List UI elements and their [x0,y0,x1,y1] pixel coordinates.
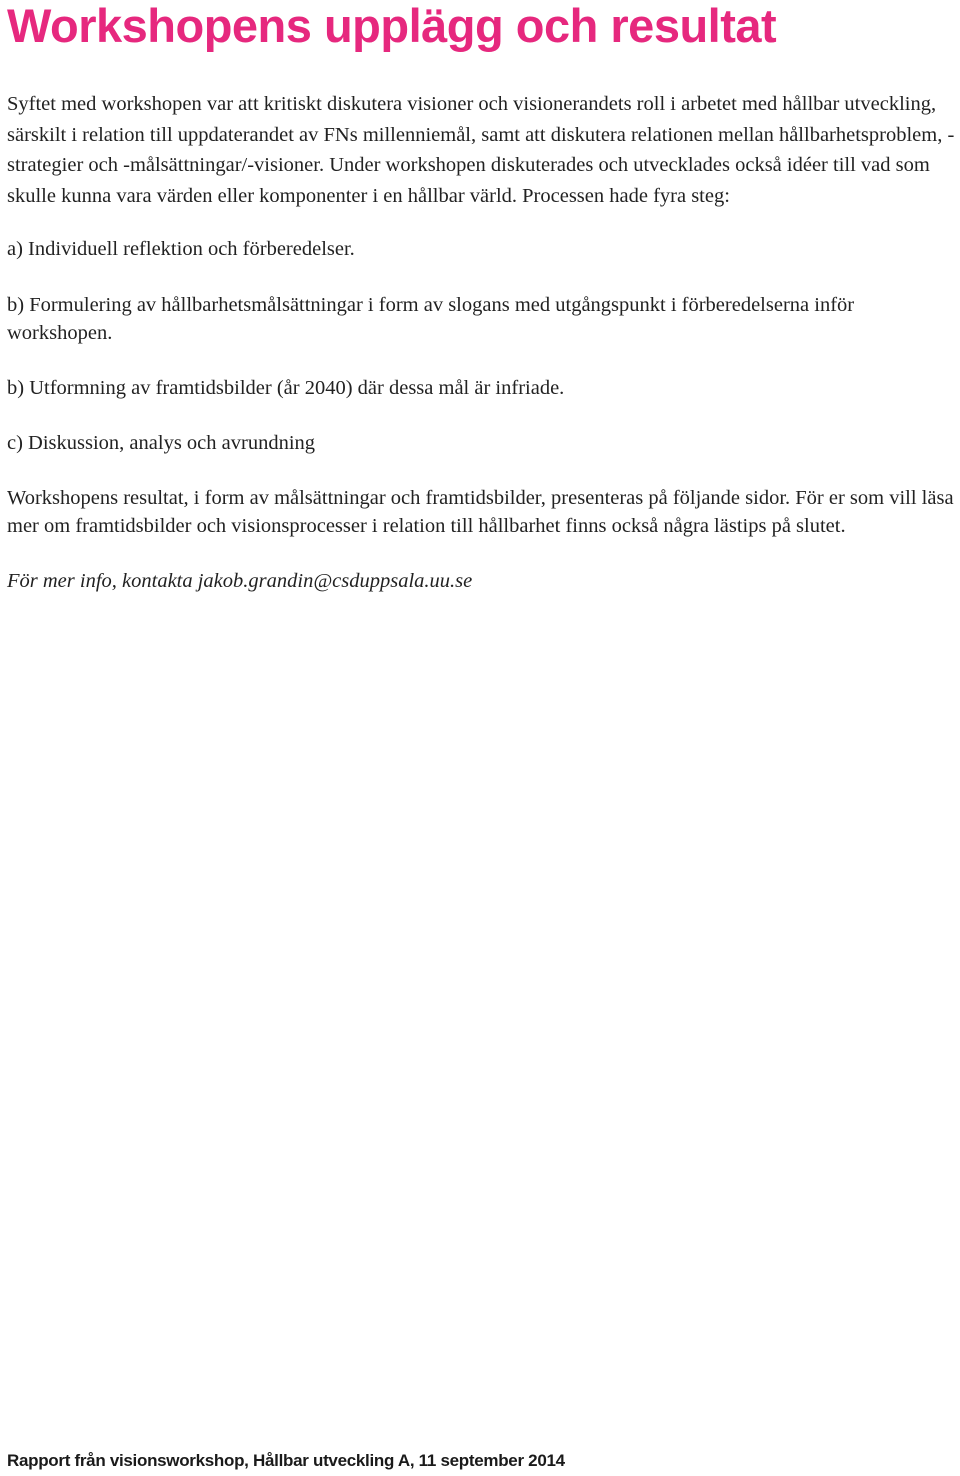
step-item: b) Utformning av framtidsbilder (år 2040) där dessa mål är infriade. [7,377,565,399]
contact-info: För mer info, kontakta jakob.grandin@csduppsala.uu.se [7,570,473,592]
step-item: b) Formulering av hållbarhetsmålsättningar i form av slogans med utgångspunkt i förberedelserna inför workshopen. [7,294,855,344]
step-item: c) Diskussion, analys och avrundning [7,432,316,454]
intro-paragraph: Syftet med workshopen var att kritiskt diskutera visioner och visionerandets roll i arbetet med hållbar utveckling, särskilt i relation till uppdaterandet av FNs millenniemål, samt att diskutera relationen mellan hållbarhetsproblem, -strategier och -målsättningar/-visioner. Under workshopen diskuterades och utvecklades också idéer till vad som skulle kunna vara värden eller komponenter i en hållbar värld. Processen hade fyra steg: [7,93,955,207]
page-title: Workshopens upplägg och resultat [7,0,777,52]
page-footer: Rapport från visionsworkshop, Hållbar utveckling A, 11 september 2014 [7,1451,565,1470]
document-body [7,89,955,595]
step-item: a) Individuell reflektion och förberedelser. [7,238,355,260]
results-paragraph: Workshopens resultat, i form av målsättningar och framtidsbilder, presenteras på följande sidor. För er som vill läsa mer om framtidsbilder och visionsprocesser i relation till hållbarhet finns också några lästips på slutet. [7,487,954,537]
